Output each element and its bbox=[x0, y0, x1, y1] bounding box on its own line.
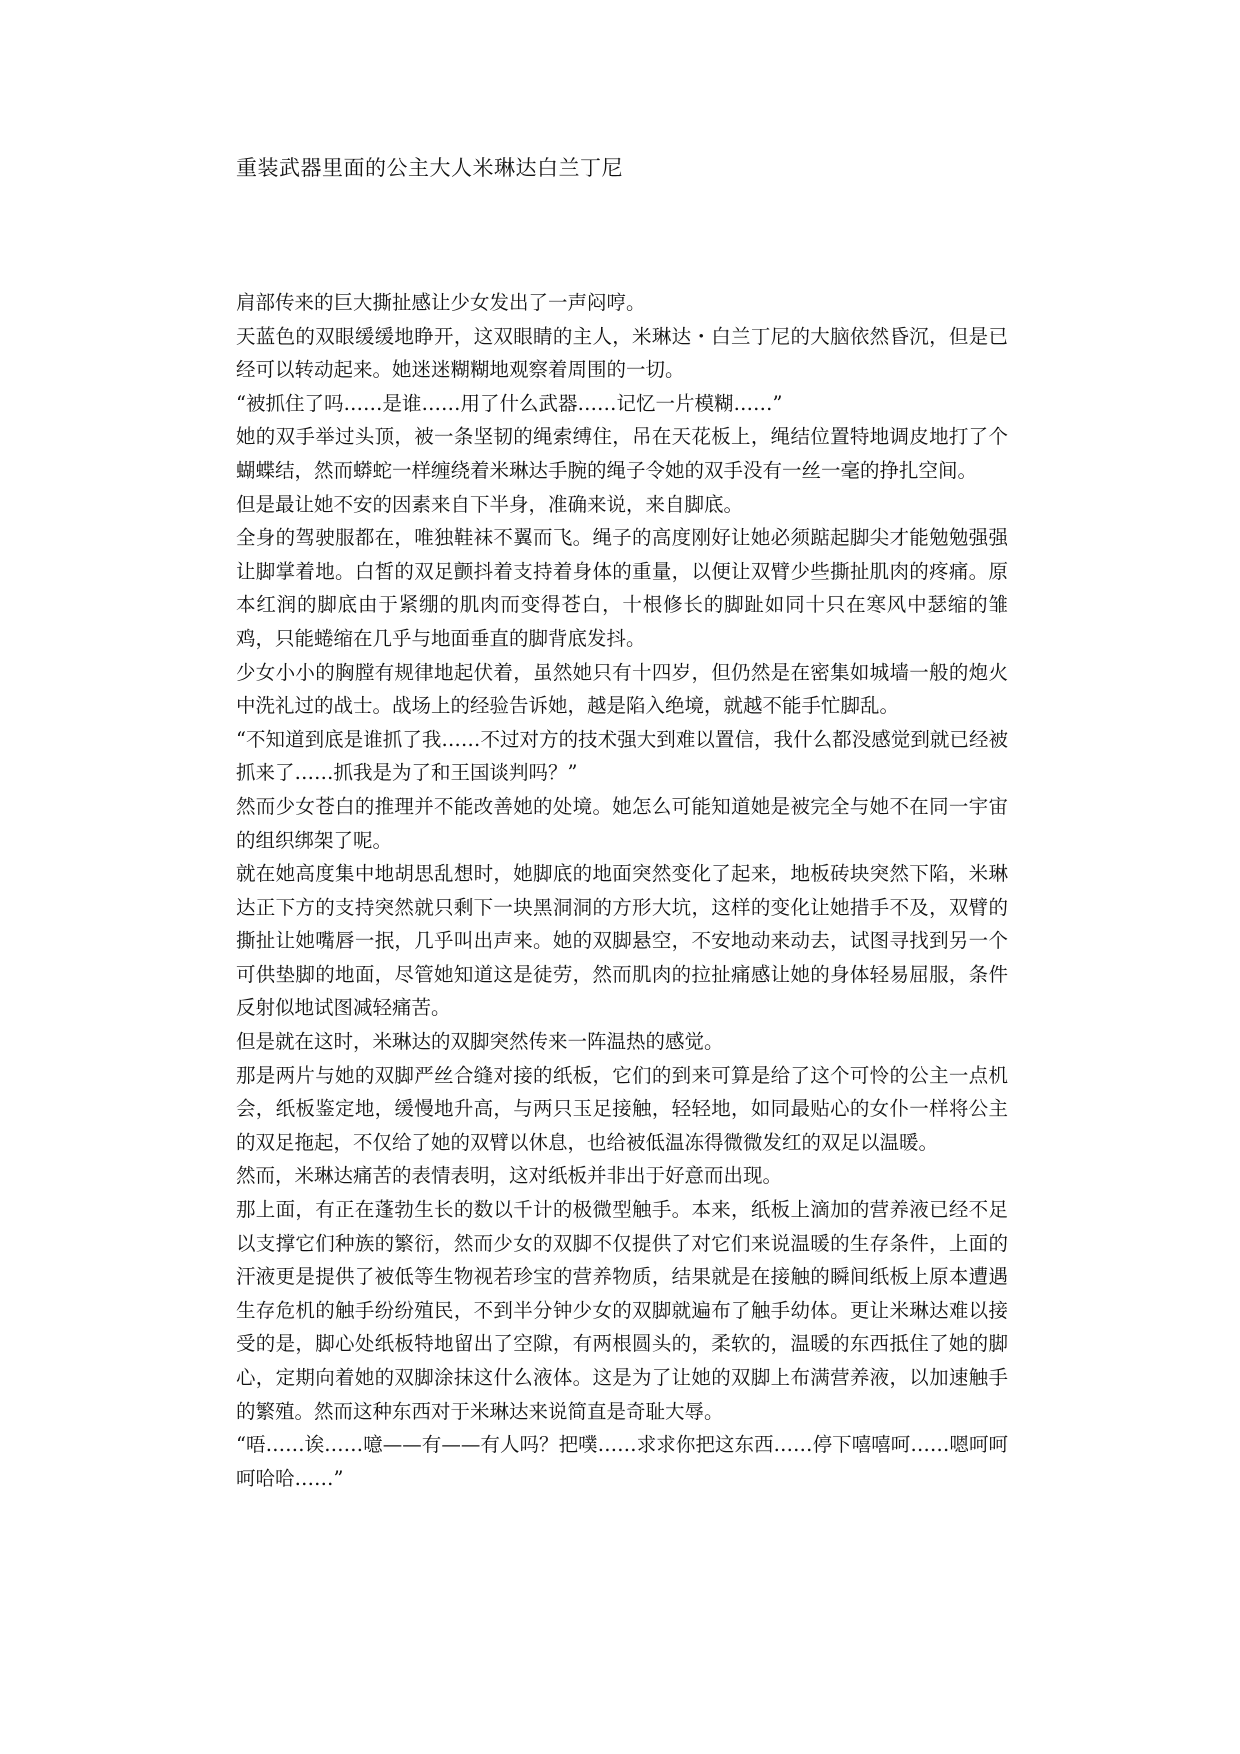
paragraph-2: 天蓝色的双眼缓缓地睁开，这双眼睛的主人，米琳达・白兰丁尼的大脑依然昏沉，但是已经可以转动起来。她迷迷糊糊地观察着周围的一切。 bbox=[236, 324, 1008, 382]
paragraph-3: “被抓住了吗……是谁……用了什么武器……记忆一片模糊……” bbox=[236, 391, 783, 415]
paragraph-7: 少女小小的胸膛有规律地起伏着，虽然她只有十四岁，但仍然是在密集如城墙一般的炮火中洗礼过的战士。战场上的经验告诉她，越是陷入绝境，就越不能手忙脚乱。 bbox=[236, 660, 1008, 718]
paragraph-11: 但是就在这时，米琳达的双脚突然传来一阵温热的感觉。 bbox=[236, 1030, 724, 1054]
document-body bbox=[236, 286, 1008, 1495]
paragraph-15: “唔……诶……噫——有——有人吗？把噗……求求你把这东西……停下嘻嘻呵……嗯呵呵呵哈哈……” bbox=[236, 1433, 1008, 1490]
paragraph-6: 全身的驾驶服都在，唯独鞋袜不翼而飞。绳子的高度刚好让她必须踮起脚尖才能勉勉强强让脚掌着地。白皙的双足颤抖着支持着身体的重量，以便让双臂少些撕扯肌肉的疼痛。原本红润的脚底由于紧绷的肌肉而变得苍白，十根修长的脚趾如同十只在寒风中瑟缩的雏鸡，只能蜷缩在几乎与地面垂直的脚背底发抖。 bbox=[236, 526, 1008, 650]
paragraph-13: 然而，米琳达痛苦的表情表明，这对纸板并非出于好意而出现。 bbox=[236, 1164, 783, 1188]
paragraph-12: 那是两片与她的双脚严丝合缝对接的纸板，它们的到来可算是给了这个可怜的公主一点机会，纸板鉴定地，缓慢地升高，与两只玉足接触，轻轻地，如同最贴心的女仆一样将公主的双足拖起，不仅给了她的双臂以休息，也给被低温冻得微微发红的双足以温暖。 bbox=[236, 1063, 1008, 1154]
paragraph-8: “不知道到底是谁抓了我……不过对方的技术强大到难以置信，我什么都没感觉到就已经被抓来了……抓我是为了和王国谈判吗？” bbox=[236, 727, 1008, 785]
paragraph-1: 肩部传来的巨大撕扯感让少女发出了一声闷哼。 bbox=[236, 291, 646, 314]
paragraph-4: 她的双手举过头顶，被一条坚韧的绳索缚住，吊在天花板上，绳结位置特地调皮地打了个蝴蝶结，然而蟒蛇一样缠绕着米琳达手腕的绳子令她的双手没有一丝一毫的挣扎空间。 bbox=[236, 425, 1008, 482]
paragraph-9: 然而少女苍白的推理并不能改善她的处境。她怎么可能知道她是被完全与她不在同一宇宙的组织绑架了呢。 bbox=[236, 794, 1008, 852]
document-title: 重装武器里面的公主大人米琳达白兰丁尼 bbox=[236, 156, 623, 180]
paragraph-10: 就在她高度集中地胡思乱想时，她脚底的地面突然变化了起来，地板砖块突然下陷，米琳达正下方的支持突然就只剩下一块黑洞洞的方形大坑，这样的变化让她措手不及，双臂的撕扯让她嘴唇一抿，几乎叫出声来。她的双脚悬空，不安地动来动去，试图寻找到另一个可供垫脚的地面，尽管她知道这是徒劳，然而肌肉的拉扯痛感让她的身体轻易屈服，条件反射似地试图减轻痛苦。 bbox=[236, 862, 1008, 1020]
paragraph-14: 那上面，有正在蓬勃生长的数以千计的极微型触手。本来，纸板上滴加的营养液已经不足以支撑它们种族的繁衍，然而少女的双脚不仅提供了对它们来说温暖的生存条件，上面的汗液更是提供了被低等生物视若珍宝的营养物质，结果就是在接触的瞬间纸板上原本遭遇生存危机的触手纷纷殖民，不到半分钟少女的双脚就遍布了触手幼体。更让米琳达难以接受的是，脚心处纸板特地留出了空隙，有两根圆头的，柔软的，温暖的东西抵住了她的脚心，定期向着她的双脚涂抹这什么液体。这是为了让她的双脚上布满营养液，以加速触手的繁殖。然而这种东西对于米琳达来说简直是奇耻大辱。 bbox=[236, 1198, 1008, 1423]
paragraph-5: 但是最让她不安的因素来自下半身，准确来说，来自脚底。 bbox=[236, 492, 744, 516]
